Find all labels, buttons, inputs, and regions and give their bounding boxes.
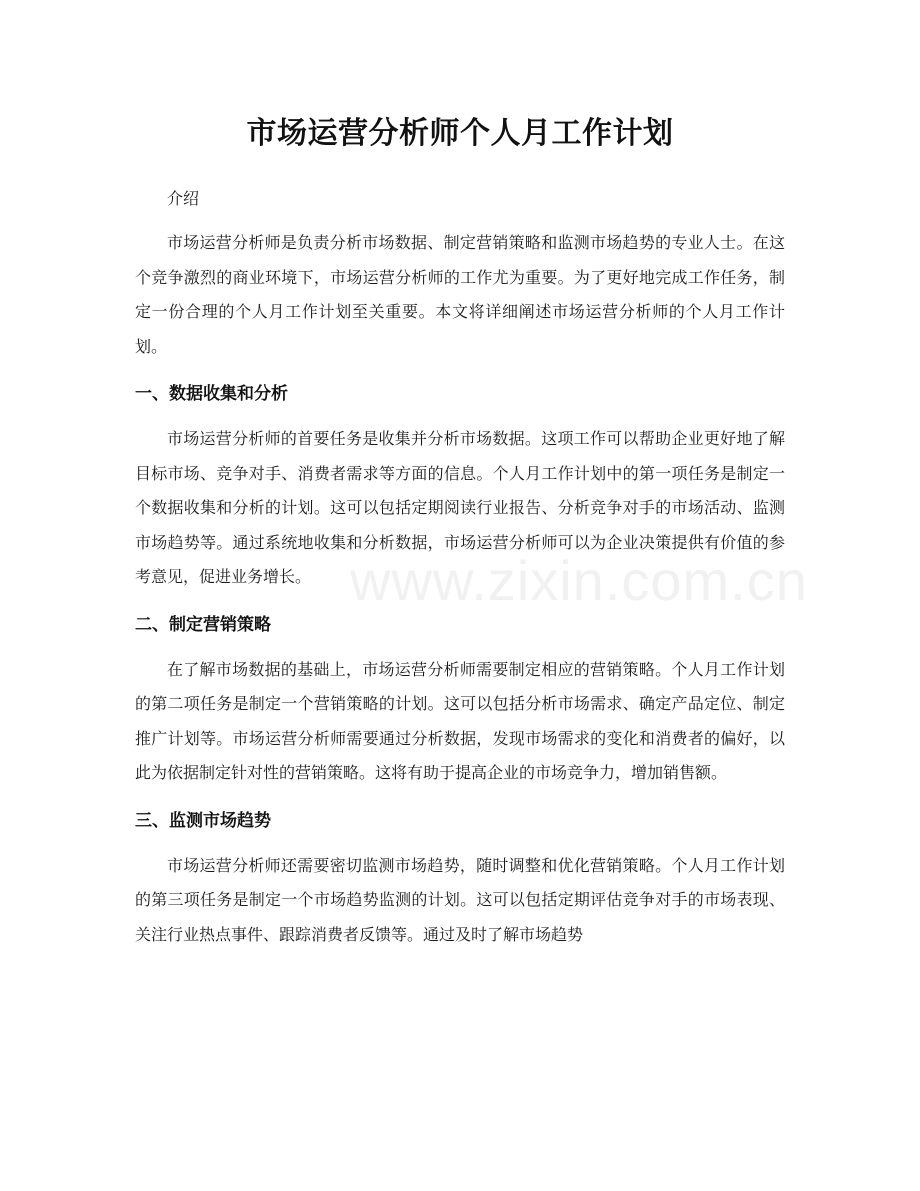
section-body-marketing-strategy: 在了解市场数据的基础上，市场运营分析师需要制定相应的营销策略。个人月工作计划的第二项任务是制定一个营销策略的计划。这可以包括分析市场需求、确定产品定位、制定推广计划等。市场运营分析师需要通过分析数据，发现市场需求的变化和消费者的偏好，以此为依据制定针对性的营销策略。这将有助于提高企业的市场竞争力，增加销售额。 [135,659,785,782]
section-heading-marketing-strategy: 二、制定营销策略 [135,614,271,635]
section-heading-data-analysis: 一、数据收集和分析 [135,384,288,404]
document-title: 市场运营分析师个人月工作计划 [246,116,674,151]
section-body-data-analysis: 市场运营分析师的首要任务是收集并分析市场数据。这项工作可以帮助企业更好地了解目标市场、竞争对手、消费者需求等方面的信息。个人月工作计划中的第一项任务是制定一个数据收集和分析的计划。这可以包括定期阅读行业报告、分析竞争对手的市场活动、监测市场趋势等。通过系统地收集和分析数据，市场运营分析师可以为企业决策提供有价值的参考意见，促进业务增长。 [135,429,785,586]
watermark: www.zixin.com.cn [350,549,808,612]
intro-label: 介绍 [167,189,200,208]
intro-paragraph: 市场运营分析师是负责分析市场数据、制定营销策略和监测市场趋势的专业人士。在这个竞争激烈的商业环境下，市场运营分析师的工作尤为重要。为了更好地完成工作任务，制定一份合理的个人月工作计划至关重要。本文将详细阐述市场运营分析师的个人月工作计划。 [135,233,785,356]
document-body [135,182,785,965]
section-body-market-trends: 市场运营分析师还需要密切监测市场趋势，随时调整和优化营销策略。个人月工作计划的第三项任务是制定一个市场趋势监测的计划。这可以包括定期评估竞争对手的市场表现、关注行业热点事件、跟踪消费者反馈等。通过及时了解市场趋势 [135,855,785,944]
section-heading-market-trends: 三、监测市场趋势 [135,810,271,831]
